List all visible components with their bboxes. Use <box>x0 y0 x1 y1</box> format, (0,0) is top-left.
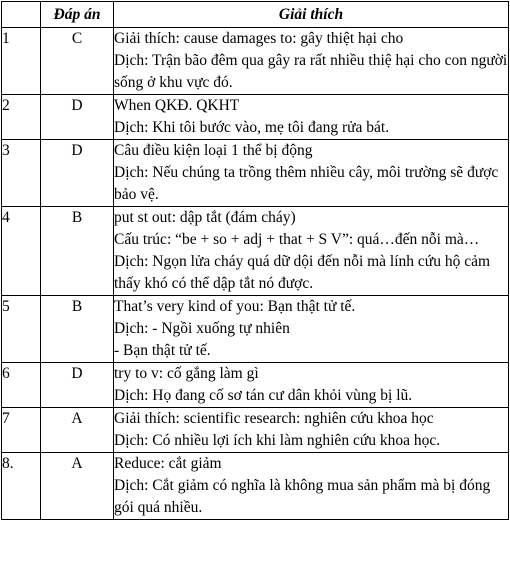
explanation-line: Reduce: cắt giảm <box>114 455 222 472</box>
answer-letter: D <box>41 95 114 140</box>
explanation-line: try to v: cố gắng làm gì <box>114 365 259 382</box>
explanation-cell <box>114 453 509 520</box>
answer-letter: B <box>41 207 114 296</box>
explanation-cell <box>114 363 509 408</box>
explanation-line: Dịch: Ngọn lửa cháy quá dữ dội đến nỗi mà lính cứu hộ cảm thấy khó có thể dập tắt nó được. <box>114 253 491 292</box>
table-row <box>2 296 509 363</box>
explanation-line: Dịch: Khi tôi bước vào, mẹ tôi đang rửa bát. <box>114 119 390 136</box>
explanation-cell <box>114 140 509 207</box>
explanation-cell <box>114 296 509 363</box>
explanation-cell <box>114 28 509 95</box>
answer-letter: D <box>41 140 114 207</box>
header-row <box>2 2 509 28</box>
explanation-line: Dịch: - Ngồi xuống tự nhiên <box>114 320 290 337</box>
answer-letter: C <box>41 28 114 95</box>
number-header <box>2 2 41 28</box>
answer-table <box>1 1 509 520</box>
explanation-cell <box>114 207 509 296</box>
table-row <box>2 95 509 140</box>
explanation-line: That’s very kind of you: Bạn thật tử tế. <box>114 298 356 315</box>
explanation-cell <box>114 408 509 453</box>
answer-letter: A <box>41 453 114 520</box>
answer-letter: D <box>41 363 114 408</box>
table-row <box>2 408 509 453</box>
explanation-line: Giải thích: scientific research: nghiên cứu khoa học <box>114 410 434 427</box>
explanation-header: Giải thích <box>114 2 509 28</box>
explanation-line: Dịch: Có nhiều lợi ích khi làm nghiên cứu khoa học. <box>114 432 441 449</box>
table-row <box>2 28 509 95</box>
question-number: 7 <box>2 408 41 453</box>
question-number: 1 <box>2 28 41 95</box>
explanation-line: put st out: dập tắt (đám cháy) <box>114 209 296 226</box>
explanation-line: Dịch: Họ đang cố sơ tán cư dân khỏi vùng bị lũ. <box>114 387 413 404</box>
question-number: 3 <box>2 140 41 207</box>
question-number: 8. <box>2 453 41 520</box>
question-number: 2 <box>2 95 41 140</box>
explanation-line: Dịch: Trận bão đêm qua gây ra rất nhiều thiệ hại cho con người sống ở khu vực đó. <box>114 52 508 91</box>
table-row <box>2 207 509 296</box>
table-row <box>2 140 509 207</box>
table-row <box>2 453 509 520</box>
explanation-line: Cấu trúc: “be + so + adj + that + S V”: quá…đến nỗi mà… <box>114 231 480 248</box>
table-row <box>2 363 509 408</box>
question-number: 4 <box>2 207 41 296</box>
explanation-cell <box>114 95 509 140</box>
explanation-line: When QKĐ. QKHT <box>114 97 240 114</box>
explanation-line: - Bạn thật tử tế. <box>114 342 211 359</box>
answer-letter: A <box>41 408 114 453</box>
question-number: 6 <box>2 363 41 408</box>
explanation-line: Dịch: Nếu chúng ta trồng thêm nhiều cây, môi trường sẽ được bảo vệ. <box>114 164 499 203</box>
explanation-line: Câu điều kiện loại 1 thể bị động <box>114 142 313 159</box>
answer-header: Đáp án <box>41 2 114 28</box>
explanation-line: Dịch: Cắt giảm có nghĩa là không mua sản phẩm mà bị đóng gói quá nhiều. <box>114 477 491 516</box>
question-number: 5 <box>2 296 41 363</box>
explanation-line: Giải thích: cause damages to: gây thiệt hại cho <box>114 30 404 47</box>
answer-letter: B <box>41 296 114 363</box>
table-body <box>2 28 509 520</box>
